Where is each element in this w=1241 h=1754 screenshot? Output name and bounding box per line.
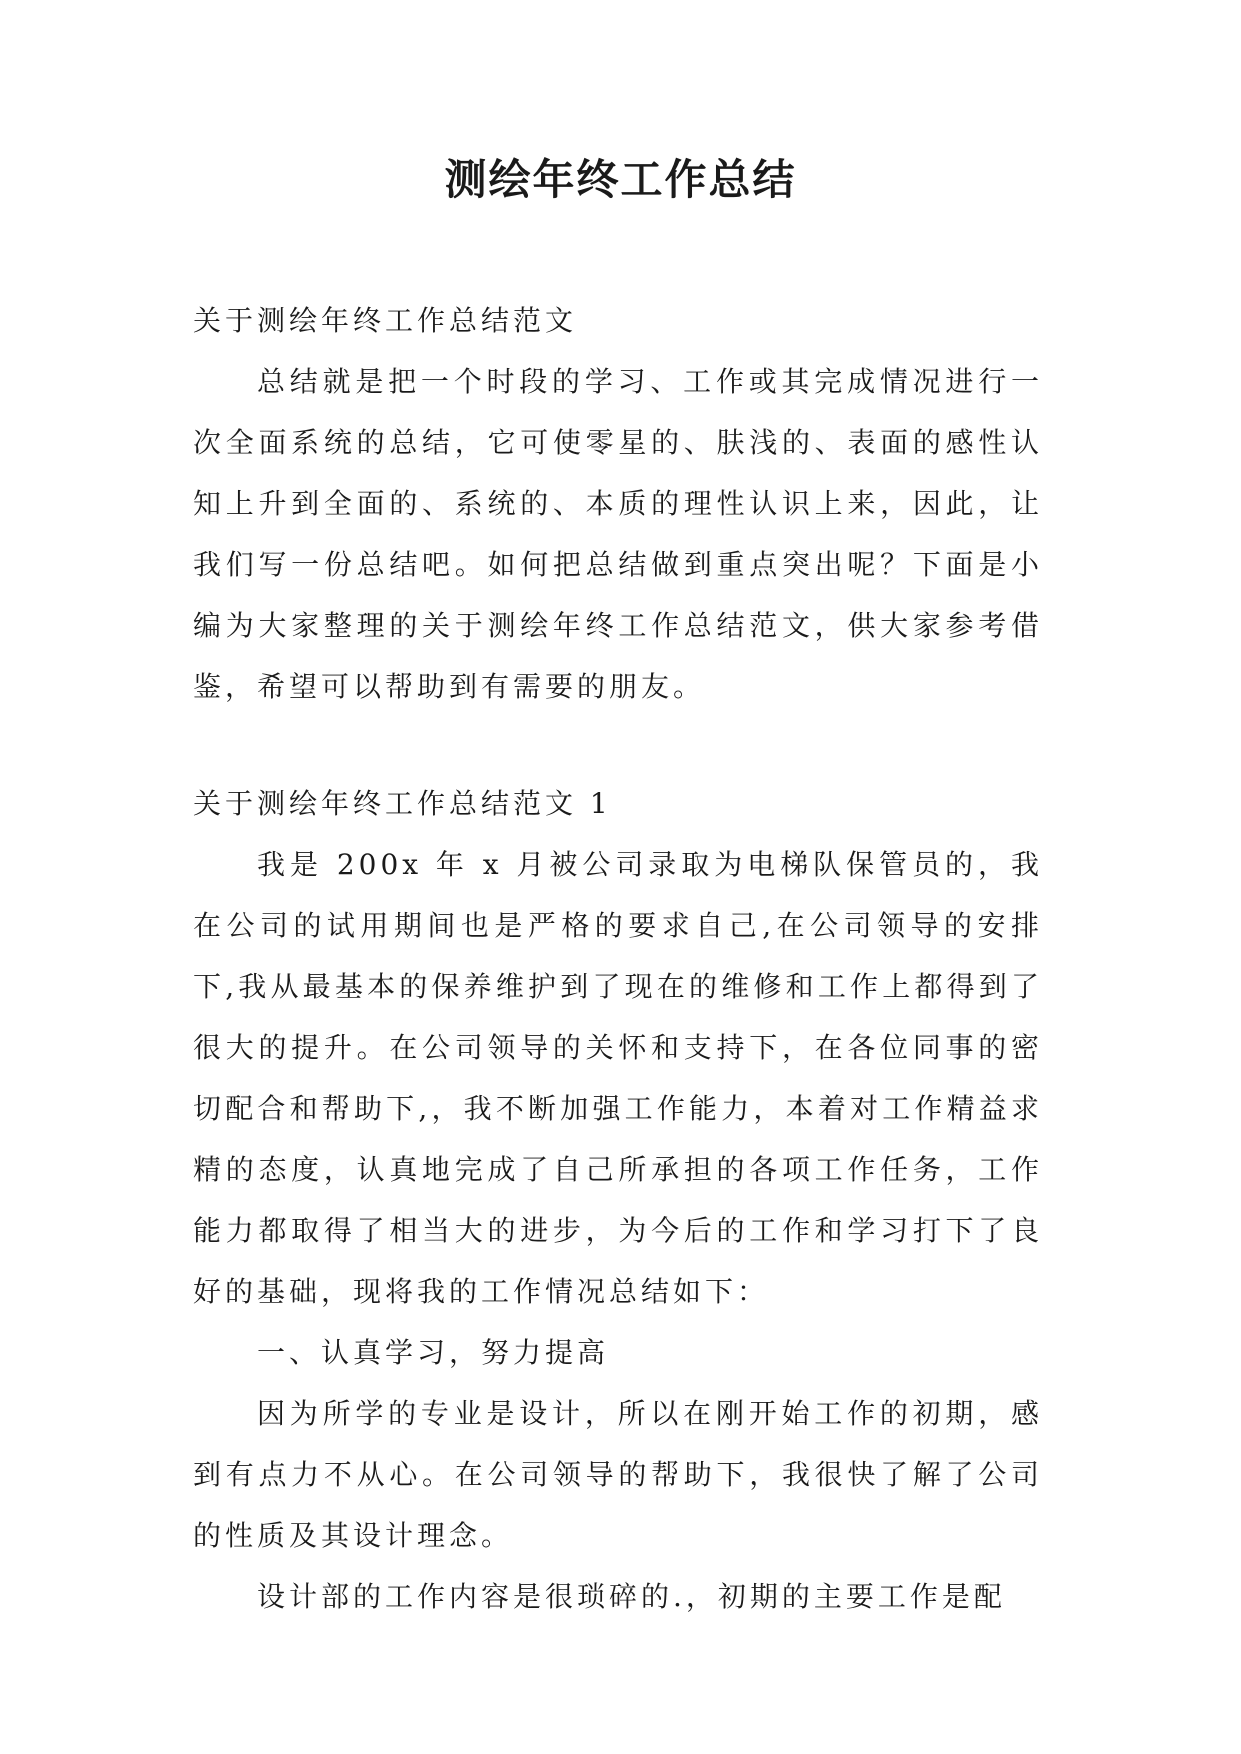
intro-paragraph: 总结就是把一个时段的学习、工作或其完成情况进行一次全面系统的总结，它可使零星的、肤浅的、表面的感性认知上升到全面的、系统的、本质的理性认识上来，因此，让我们写一份总结吧。如何把总结做到重点突出呢？下面是小编为大家整理的关于测绘年终工作总结范文，供大家参考借鉴，希望可以帮助到有需要的朋友。 xyxy=(193,365,1043,703)
section-heading: 关于测绘年终工作总结范文 1 xyxy=(193,787,612,820)
section-paragraph: 我是 200x 年 x 月被公司录取为电梯队保管员的，我在公司的试用期间也是严格的要求自己,在公司领导的安排下,我从最基本的保养维护到了现在的维修和工作上都得到了很大的提升。在公司领导的关怀和支持下，在各位同事的密切配合和帮助下,，我不断加强工作能力，本着对工作精益求精的态度，认真地完成了自己所承担的各项工作任务，工作能力都取得了相当大的进步，为今后的工作和学习打下了良好的基础，现将我的工作情况总结如下： xyxy=(193,848,1043,1308)
document-title: 测绘年终工作总结 xyxy=(444,155,797,204)
paragraph-2: 因为所学的专业是设计，所以在刚开始工作的初期，感到有点力不从心。在公司领导的帮助下，我很快了解了公司的性质及其设计理念。 xyxy=(193,1397,1043,1552)
intro-heading: 关于测绘年终工作总结范文 xyxy=(193,304,578,337)
paragraph-3: 设计部的工作内容是很琐碎的.，初期的主要工作是配 xyxy=(257,1580,1006,1613)
document-body xyxy=(193,290,1043,1627)
section-spacer xyxy=(193,717,1043,773)
subheading-1: 一、认真学习，努力提高 xyxy=(257,1336,610,1369)
